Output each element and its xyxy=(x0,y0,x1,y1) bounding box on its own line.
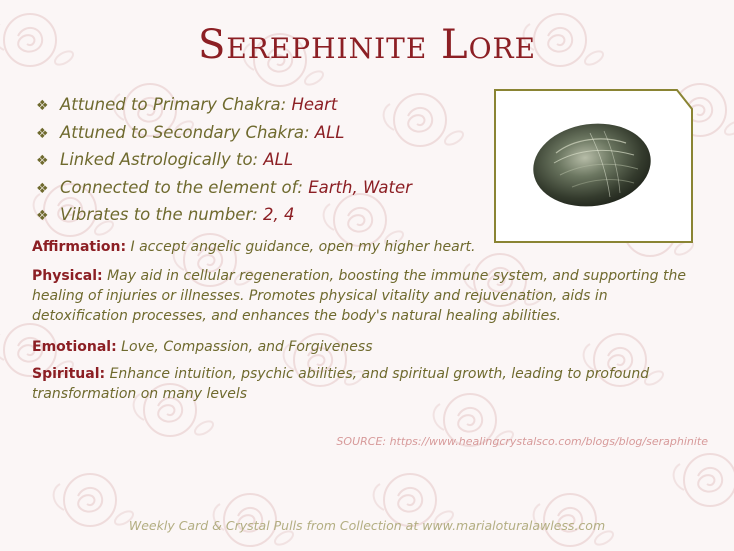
diamond-bullet-icon: ❖ xyxy=(36,125,49,142)
attribute-value: 2, 4 xyxy=(263,205,295,224)
attributes-list xyxy=(36,92,496,230)
attribute-value: ALL xyxy=(263,150,294,169)
page-title: Serephinite Lore xyxy=(197,22,537,68)
attribute-label: Attuned to Secondary Chakra: xyxy=(60,122,315,142)
attribute-label: Linked Astrologically to: xyxy=(60,150,264,169)
affirmation-text: I accept angelic guidance, open my higher heart. xyxy=(126,239,476,255)
physical-text: May aid in cellular regeneration, boosting the immune system, and supporting the healing of injuries or illnesses. Promotes physical vitality and rejuvenation, aids in detoxification processes, and enhances the body's natural healing abilities. xyxy=(32,268,686,324)
affirmation-paragraph xyxy=(32,237,702,257)
footer-credit: Weekly Card & Crystal Pulls from Collection at www.marialoturalawless.com xyxy=(128,518,606,533)
attribute-label: Attuned to Primary Chakra: xyxy=(60,95,292,114)
diamond-bullet-icon: ❖ xyxy=(36,98,49,114)
crystal-image xyxy=(494,89,693,243)
list-item xyxy=(36,92,496,120)
attribute-value: Heart xyxy=(291,95,338,114)
attribute-label: Connected to the element of: xyxy=(60,177,309,197)
diamond-bullet-icon: ❖ xyxy=(36,153,49,169)
spiritual-label: Spiritual: xyxy=(32,366,106,382)
spiritual-paragraph xyxy=(32,364,702,404)
emotional-text: Love, Compassion, and Forgiveness xyxy=(116,339,373,355)
attribute-value: Earth, Water xyxy=(308,177,412,197)
physical-label: Physical: xyxy=(32,268,103,284)
diamond-bullet-icon: ❖ xyxy=(36,208,49,224)
list-item xyxy=(36,202,496,230)
list-item xyxy=(36,147,496,175)
emotional-paragraph xyxy=(32,337,702,357)
emotional-label: Emotional: xyxy=(32,339,117,355)
list-item xyxy=(36,175,496,203)
attribute-label: Vibrates to the number: xyxy=(60,205,264,224)
list-item xyxy=(36,120,496,148)
spiritual-text: Enhance intuition, psychic abilities, and spiritual growth, leading to profound transformation on many levels xyxy=(32,366,650,402)
physical-paragraph xyxy=(32,266,702,326)
affirmation-label: Affirmation: xyxy=(32,239,127,255)
attribute-value: ALL xyxy=(314,122,345,142)
source-citation: SOURCE: https://www.healingcrystalsco.com/blogs/blog/seraphinite xyxy=(336,435,708,448)
diamond-bullet-icon: ❖ xyxy=(36,180,49,197)
